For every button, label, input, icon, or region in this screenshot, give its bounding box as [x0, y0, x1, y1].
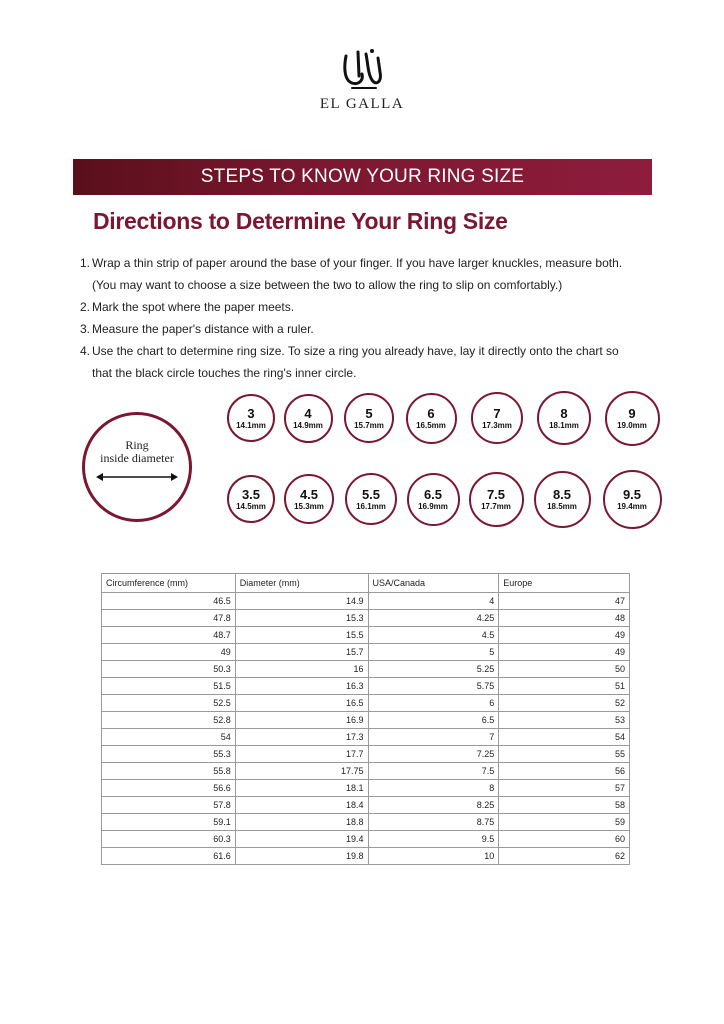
step-line: Mark the spot where the paper meets. [92, 300, 295, 314]
table-cell: 16.3 [235, 678, 368, 695]
guide-label-line1: Ring [125, 438, 149, 452]
ring-size-label: 7.5 [486, 487, 506, 502]
table-body [102, 593, 630, 865]
step-item [80, 296, 640, 318]
table-cell: 60.3 [102, 831, 236, 848]
double-arrow-icon [96, 472, 178, 482]
page-title: Directions to Determine Your Ring Size [93, 208, 508, 234]
ring-size-8-5 [534, 471, 591, 528]
table-row [102, 610, 630, 627]
ring-diameter-label: 18.1mm [549, 421, 579, 430]
table-cell: 8.25 [368, 797, 499, 814]
step-line: Use the chart to determine ring size. To size a ring you already have, lay it directly onto the chart so [92, 344, 619, 358]
ring-diameter-label: 14.9mm [293, 421, 323, 430]
ring-size-label: 3 [247, 406, 255, 421]
table-cell: 49 [499, 627, 630, 644]
table-cell: 52 [499, 695, 630, 712]
table-cell: 7.25 [368, 746, 499, 763]
steps-banner [73, 159, 652, 195]
step-text [92, 340, 640, 384]
table-cell: 51 [499, 678, 630, 695]
step-number: 3. [80, 322, 91, 336]
table-cell: 50.3 [102, 661, 236, 678]
step-text [92, 252, 640, 296]
step-number: 1. [80, 256, 91, 270]
table-cell: 18.4 [235, 797, 368, 814]
ring-size-4 [284, 394, 333, 443]
table-cell: 6.5 [368, 712, 499, 729]
ring-size-4-5 [284, 474, 334, 524]
ring-diameter-label: 14.5mm [236, 502, 266, 511]
table-row [102, 831, 630, 848]
ring-size-8 [537, 391, 591, 445]
table-cell: 9.5 [368, 831, 499, 848]
table-cell: 17.3 [235, 729, 368, 746]
table-row [102, 848, 630, 865]
table-cell: 19.8 [235, 848, 368, 865]
step-line: (You may want to choose a size between the two to allow the ring to slip on comfortably.) [92, 278, 563, 292]
ring-size-3-5 [227, 475, 275, 523]
table-cell: 62 [499, 848, 630, 865]
table-cell: 59.1 [102, 814, 236, 831]
table-cell: 49 [102, 644, 236, 661]
ring-size-label: 9 [628, 406, 636, 421]
ring-size-6-5 [407, 473, 460, 526]
table-row [102, 627, 630, 644]
table-cell: 8 [368, 780, 499, 797]
table-cell: 14.9 [235, 593, 368, 610]
table-cell: 7.5 [368, 763, 499, 780]
table-cell: 16 [235, 661, 368, 678]
table-cell: 55 [499, 746, 630, 763]
table-cell: 4.25 [368, 610, 499, 627]
table-cell: 47.8 [102, 610, 236, 627]
table-cell: 47 [499, 593, 630, 610]
ring-size-label: 4 [304, 406, 312, 421]
ring-diameter-label: 17.3mm [482, 421, 512, 430]
table-cell: 16.9 [235, 712, 368, 729]
table-cell: 15.7 [235, 644, 368, 661]
step-item [80, 318, 640, 340]
arabic-calligraphy-logo-icon [332, 48, 392, 94]
table-header-row [102, 574, 630, 593]
table-row [102, 678, 630, 695]
ring-size-9 [605, 391, 660, 446]
table-cell: 5.25 [368, 661, 499, 678]
table-row [102, 797, 630, 814]
table-row [102, 593, 630, 610]
table-cell: 46.5 [102, 593, 236, 610]
ring-size-6 [406, 393, 457, 444]
ring-size-label: 9.5 [622, 487, 642, 502]
ring-diameter-label: 14.1mm [236, 421, 266, 430]
ring-size-label: 7 [493, 406, 501, 421]
step-number: 4. [80, 344, 91, 358]
table-cell: 55.3 [102, 746, 236, 763]
table-cell: 15.5 [235, 627, 368, 644]
ring-size-label: 5 [365, 406, 373, 421]
ring-diameter-label: 16.5mm [416, 421, 446, 430]
table-row [102, 712, 630, 729]
table-row [102, 763, 630, 780]
step-item [80, 252, 640, 296]
step-line: Wrap a thin strip of paper around the base of your finger. If you have larger knuckles, measure both. [92, 256, 623, 270]
ring-size-table [101, 573, 630, 865]
ring-diameter-label: 16.1mm [356, 502, 386, 511]
ring-size-7 [471, 392, 523, 444]
table-row [102, 814, 630, 831]
table-cell: 51.5 [102, 678, 236, 695]
table-cell: 56.6 [102, 780, 236, 797]
table-cell: 48 [499, 610, 630, 627]
ring-size-label: 6.5 [423, 487, 443, 502]
ring-size-label: 4.5 [299, 487, 319, 502]
header-europe: Europe [499, 574, 630, 593]
table-row [102, 780, 630, 797]
table-cell: 8.75 [368, 814, 499, 831]
ring-diameter-label: 18.5mm [547, 502, 577, 511]
table-cell: 59 [499, 814, 630, 831]
table-cell: 53 [499, 712, 630, 729]
brand-logo [0, 48, 724, 113]
ring-diameter-label: 15.7mm [354, 421, 384, 430]
table-cell: 52.5 [102, 695, 236, 712]
table-cell: 17.75 [235, 763, 368, 780]
steps-list [80, 252, 640, 384]
table-row [102, 644, 630, 661]
table-cell: 58 [499, 797, 630, 814]
table-cell: 60 [499, 831, 630, 848]
brand-name: EL GALLA [319, 96, 405, 112]
ring-size-3 [227, 394, 275, 442]
table-cell: 19.4 [235, 831, 368, 848]
table-cell: 4 [368, 593, 499, 610]
ring-size-5 [344, 393, 394, 443]
ring-size-label: 3.5 [241, 487, 261, 502]
header-diameter: Diameter (mm) [235, 574, 368, 593]
table-cell: 54 [499, 729, 630, 746]
ring-size-label: 8.5 [552, 487, 572, 502]
step-number: 2. [80, 300, 91, 314]
header-circumference: Circumference (mm) [102, 574, 236, 593]
table-cell: 48.7 [102, 627, 236, 644]
banner-title: STEPS TO KNOW YOUR RING SIZE [200, 166, 525, 187]
table-cell: 61.6 [102, 848, 236, 865]
table-cell: 56 [499, 763, 630, 780]
step-line: Measure the paper's distance with a ruler. [92, 322, 314, 336]
table-cell: 5 [368, 644, 499, 661]
header-usa-canada: USA/Canada [368, 574, 499, 593]
guide-label-line2: inside diameter [100, 451, 174, 465]
table-cell: 57.8 [102, 797, 236, 814]
guide-label [82, 439, 192, 465]
table-cell: 10 [368, 848, 499, 865]
ring-size-label: 6 [427, 406, 435, 421]
ring-size-label: 5.5 [361, 487, 381, 502]
ring-size-5-5 [345, 473, 397, 525]
table-cell: 6 [368, 695, 499, 712]
ring-size-7-5 [469, 472, 524, 527]
ring-size-9-5 [603, 470, 662, 529]
ring-diameter-guide [82, 412, 192, 522]
ring-diameter-label: 16.9mm [418, 502, 448, 511]
table-row [102, 729, 630, 746]
table-cell: 4.5 [368, 627, 499, 644]
table-cell: 54 [102, 729, 236, 746]
table-cell: 15.3 [235, 610, 368, 627]
table-cell: 57 [499, 780, 630, 797]
table-cell: 16.5 [235, 695, 368, 712]
step-item [80, 340, 640, 384]
table-row [102, 695, 630, 712]
table-cell: 17.7 [235, 746, 368, 763]
ring-diameter-label: 15.3mm [294, 502, 324, 511]
table-cell: 55.8 [102, 763, 236, 780]
table-cell: 52.8 [102, 712, 236, 729]
ring-diameter-label: 17.7mm [481, 502, 511, 511]
table-cell: 18.8 [235, 814, 368, 831]
table-row [102, 746, 630, 763]
table-cell: 18.1 [235, 780, 368, 797]
ring-diameter-label: 19.4mm [617, 502, 647, 511]
ring-size-label: 8 [560, 406, 568, 421]
guide-circle [82, 412, 192, 522]
table-cell: 50 [499, 661, 630, 678]
table-cell: 7 [368, 729, 499, 746]
table-cell: 5.75 [368, 678, 499, 695]
ring-diameter-label: 19.0mm [617, 421, 647, 430]
step-line: that the black circle touches the ring's inner circle. [92, 366, 357, 380]
table-cell: 49 [499, 644, 630, 661]
table-row [102, 661, 630, 678]
